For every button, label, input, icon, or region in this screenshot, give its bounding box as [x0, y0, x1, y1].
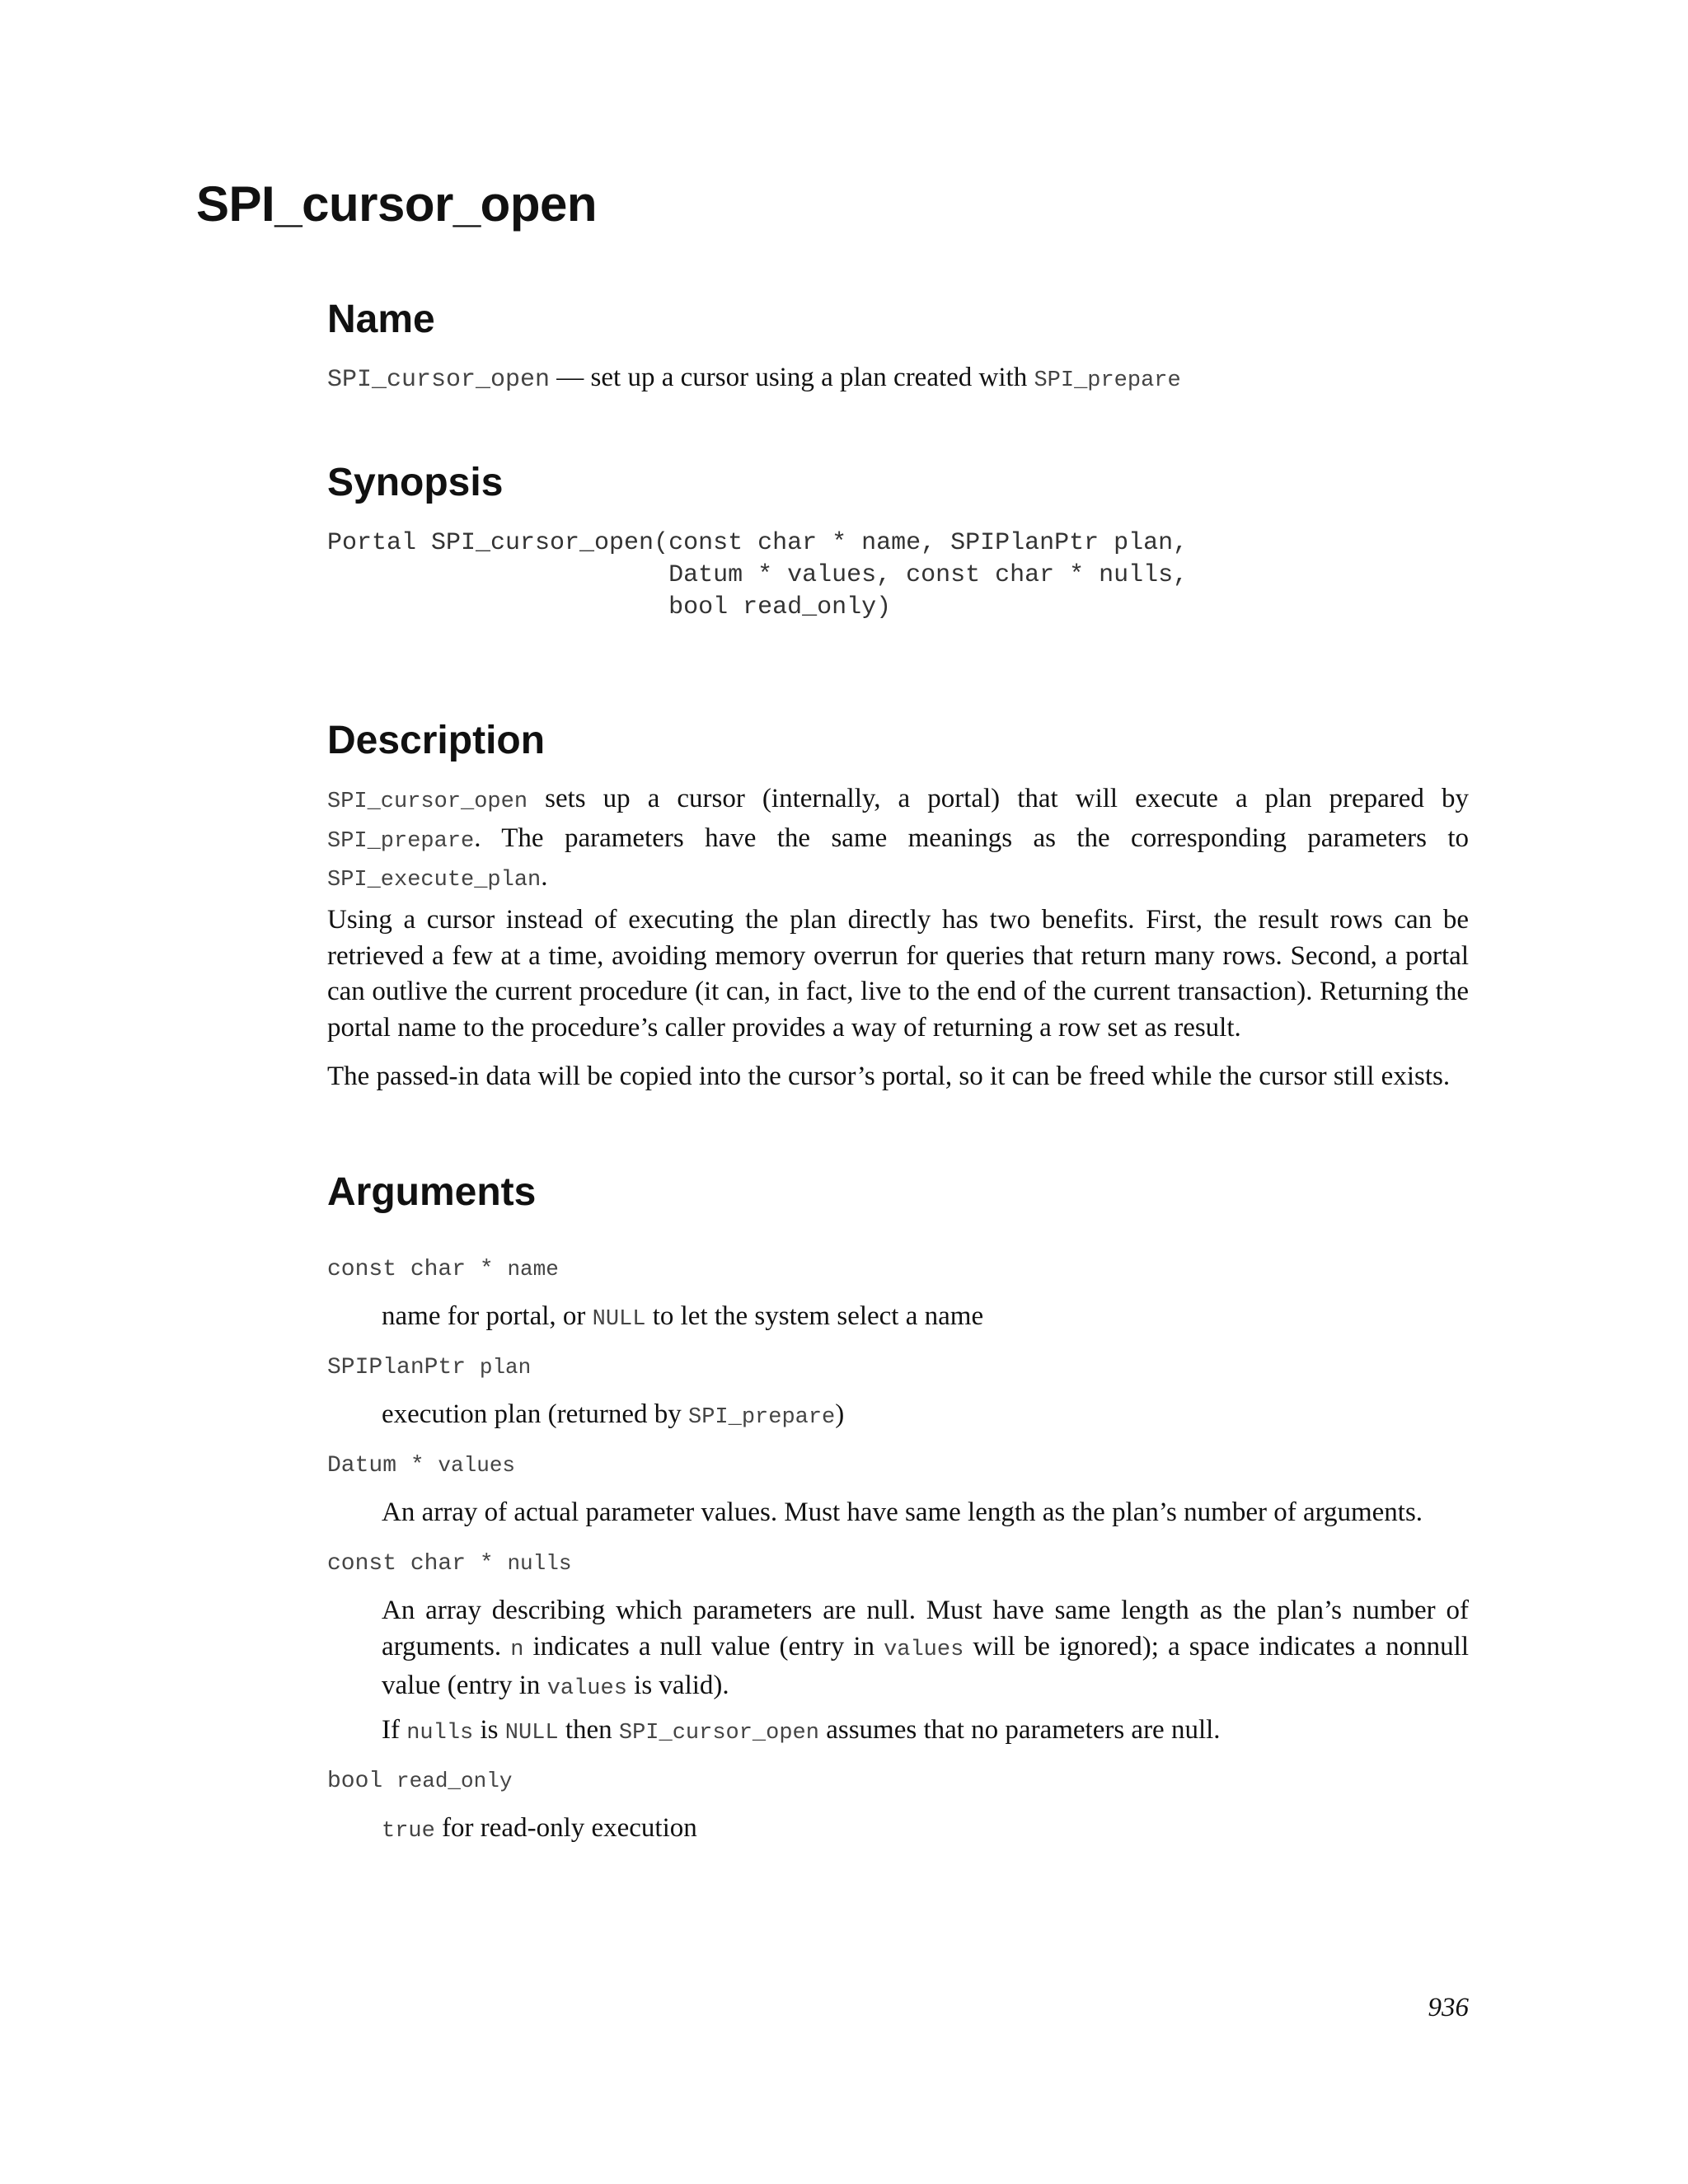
desc-code: nulls [406, 1721, 474, 1746]
prepare-ref: SPI_prepare [327, 828, 475, 854]
argument-term-plan [327, 1355, 531, 1380]
synopsis-line: bool read_only) [327, 593, 892, 621]
argument-desc-nulls [382, 1593, 1469, 1708]
function-name: SPI_cursor_open [327, 790, 528, 814]
execute-plan-ref: SPI_execute_plan [327, 868, 542, 893]
desc-code: n [510, 1637, 524, 1662]
argument-type: const char * [327, 1551, 508, 1577]
page-title: SPI_cursor_open [196, 176, 598, 232]
desc-text: assumes that no parameters are null. [818, 1715, 1221, 1745]
desc-text: to let the system select a name [645, 1301, 984, 1331]
desc-text: is valid). [626, 1671, 729, 1700]
argument-term-read-only [327, 1769, 512, 1794]
page-number: 936 [1428, 1993, 1469, 2022]
desc-code: NULL [504, 1721, 559, 1746]
description-paragraph-2: Using a cursor instead of executing the plan directly has two benefits. First, the result rows can be retrieved a few at a time, avoiding memory overrun for queries that return many rows. Second, a portal can outlive the current procedure (it can, in fact, live to the end of the current transaction). Returning the portal name to the procedure’s caller provides a way of returning a row set as result. [327, 905, 1469, 1043]
argument-term-values [327, 1453, 515, 1479]
argument-param: nulls [507, 1551, 572, 1576]
desc-text: will be ignored); a space indicates a nonnull value (entry in [382, 1631, 1469, 1700]
desc-code: SPI_cursor_open [618, 1721, 819, 1746]
desc-text: for read-only execution [434, 1813, 697, 1843]
argument-type: SPIPlanPtr [327, 1355, 480, 1380]
argument-param: values [438, 1453, 516, 1478]
desc-text: is [473, 1715, 505, 1745]
desc-text: name for portal, or [382, 1301, 593, 1331]
function-name: SPI_cursor_open [327, 366, 551, 394]
argument-type: const char * [327, 1257, 508, 1282]
argument-term-name [327, 1257, 559, 1282]
synopsis-line: Portal SPI_cursor_open(const char * name, SPIPlanPtr plan, [327, 529, 1189, 557]
desc-text: indicates a null value (entry in [523, 1631, 884, 1661]
paragraph-text: . [541, 862, 548, 892]
prepare-ref: SPI_prepare [1034, 368, 1181, 393]
argument-desc-plan [382, 1397, 1469, 1436]
argument-param: name [507, 1257, 559, 1282]
paragraph-text: sets up a cursor (internally, a portal) that will execute a plan prepared by [528, 784, 1469, 813]
argument-type: Datum * [327, 1453, 438, 1479]
name-heading: Name [327, 298, 435, 341]
argument-param: plan [479, 1355, 532, 1380]
paragraph-text: . The parameters have the same meanings as the corresponding parameters to [474, 823, 1469, 853]
desc-code: SPI_prepare [688, 1405, 836, 1430]
desc-code: true [382, 1819, 435, 1844]
desc-text: If [382, 1715, 407, 1745]
argument-term-nulls [327, 1551, 571, 1577]
desc-code: values [546, 1676, 627, 1701]
name-summary [327, 360, 1469, 400]
desc-text: An array describing which parameters are null. Must have same length as the plan’s number of arguments. [382, 1596, 1469, 1661]
desc-code: values [884, 1637, 964, 1662]
argument-type: bool [327, 1769, 397, 1794]
argument-desc-name [382, 1299, 1469, 1338]
desc-code: NULL [592, 1307, 646, 1332]
arguments-heading: Arguments [327, 1170, 537, 1214]
desc-text: ) [835, 1399, 845, 1429]
argument-param: read_only [396, 1769, 513, 1793]
desc-text: then [558, 1715, 619, 1745]
synopsis-line: Datum * values, const char * nulls, [327, 561, 1189, 589]
summary-text: — set up a cursor using a plan created with [550, 363, 1034, 392]
argument-desc-read-only [382, 1811, 1469, 1850]
description-paragraph-1 [327, 781, 1469, 899]
synopsis-heading: Synopsis [327, 461, 504, 504]
description-heading: Description [327, 719, 546, 762]
description-paragraph-3: The passed-in data will be copied into the cursor’s portal, so it can be freed while the cursor still exists. [327, 1062, 1451, 1091]
synopsis-code [327, 527, 1188, 624]
argument-desc-nulls-note [382, 1713, 1469, 1752]
desc-text: execution plan (returned by [382, 1399, 689, 1429]
argument-desc-values: An array of actual parameter values. Must have same length as the plan’s number of arguments. [382, 1497, 1423, 1527]
